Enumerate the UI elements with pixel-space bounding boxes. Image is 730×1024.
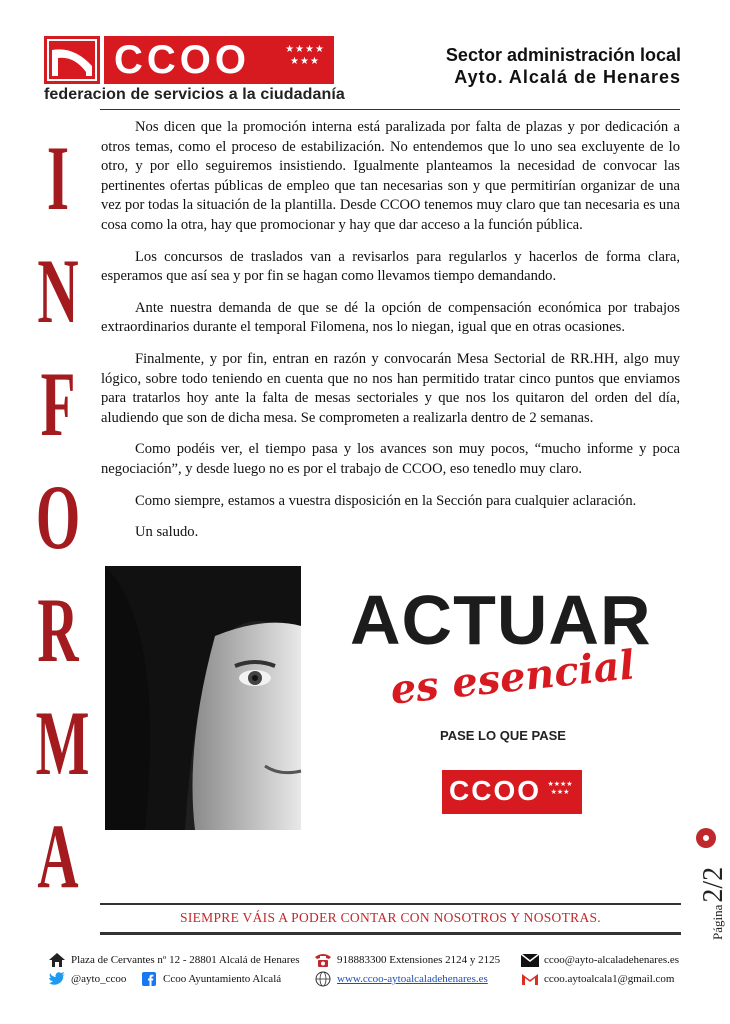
title-letter: M — [35, 692, 90, 794]
paragraph: Finalmente, y por fin, entran en razón y convocarán Mesa Sectorial de RR.HH, algo muy lógico, sobre todo teniendo en cuenta que no nos han permitido tratar cinco puntos que enviamos para tratarlos hoy ante la falta de mesas sectoriales y que nos los quitaron del orden del día, aludiendo que son de dicha mesa. Se comprometen a realizarla dentro de 2 semanas. — [101, 350, 680, 426]
stars-icon: ★★★★ ★★★ — [547, 780, 573, 796]
campaign-ccoo-logo — [442, 770, 582, 814]
campaign-headline: ACTUAR — [350, 581, 652, 659]
page-value: 2/2 — [698, 866, 729, 903]
envelope-icon — [521, 952, 539, 968]
footer-gmail — [521, 971, 674, 987]
informa-vertical-title — [22, 122, 94, 913]
portrait-photo — [105, 566, 301, 830]
title-letter: O — [35, 466, 81, 568]
address-text: Plaza de Cervantes nº 12 - 28801 Alcalá de Henares — [71, 954, 300, 966]
page-label: Página — [710, 904, 725, 940]
campaign-subline: PASE LO QUE PASE — [440, 728, 566, 743]
logo-bar — [104, 36, 334, 84]
email-text[interactable]: ccoo@ayto-alcaladehenares.es — [544, 954, 680, 966]
actuar-campaign-graphic — [330, 580, 680, 820]
title-letter: F — [40, 353, 76, 455]
closing-greeting: Un saludo. — [135, 524, 199, 541]
title-letter: N — [37, 240, 79, 342]
footer-website — [314, 971, 488, 987]
sector-heading — [446, 44, 681, 88]
ccoo-emblem-icon — [44, 36, 100, 84]
campaign-tagline: es esencial — [388, 641, 637, 714]
title-letter: I — [46, 127, 70, 229]
paragraph: Como siempre, estamos a vuestra disposición en la Sección para cualquier aclaración. — [135, 492, 637, 509]
facebook-icon — [140, 971, 158, 987]
campaign-logo-wordmark: CCOO — [449, 775, 541, 806]
page-number — [684, 840, 729, 950]
footer-address — [48, 952, 300, 968]
slogan-rule-bottom — [100, 932, 681, 935]
footer-phone — [314, 952, 500, 968]
twitter-icon — [48, 971, 66, 987]
footer-facebook — [140, 971, 281, 987]
ccoo-logo — [44, 36, 345, 106]
paragraph: Los concursos de traslados van a revisarlos para regularlos y hacerlos de forma clara, esperamos que así sea y por fin se hagan como llevamos tiempo demandando. — [101, 248, 680, 285]
telephone-icon — [314, 952, 332, 968]
footer-email — [521, 952, 679, 968]
sector-line-1: Sector administración local — [445, 45, 681, 65]
sector-line-2: Ayto. Alcalá de Henares — [454, 67, 681, 87]
facebook-text[interactable]: Ccoo Ayuntamiento Alcalá — [163, 973, 282, 985]
twitter-handle[interactable]: @ayto_ccoo — [71, 973, 127, 985]
phone-text: 918883300 Extensiones 2124 y 2125 — [337, 954, 501, 966]
paragraph: Nos dicen que la promoción interna está paralizada por falta de plazas y por dedicación a otros temas, como el proceso de estabilización. No entendemos que lo uno sea excluyente de lo otro, y por ello seguiremos insistiendo. Igualmente planteamos la necesidad de convocar las pertinentes ofertas públicas de empleo que tan necesarias son y que permitirían organizar de una vez por todas la situación de la plantilla. Desde CCOO tenemos muy claro que tan necesaria es una cosa como la otra, hay que promocionar y hay que dar acceso a la función pública. — [101, 119, 680, 233]
slogan-rule-top — [100, 903, 681, 905]
slogan: SIEMPRE VÁIS A PODER CONTAR CON NOSOTROS Y NOSOTRAS. — [180, 910, 601, 925]
footer-twitter — [48, 971, 126, 987]
logo-wordmark: CCOO — [114, 38, 250, 82]
paragraph: Como podéis ver, el tiempo pasa y los avances son muy pocos, “mucho informe y poca negociación”, y desde luego no es por el trabajo de CCOO, eso tenedlo muy claro. — [101, 441, 680, 477]
title-letter: R — [37, 579, 79, 681]
gmail-text[interactable]: ccoo.aytoalcala1@gmail.com — [544, 973, 675, 985]
globe-icon — [314, 971, 332, 987]
paragraph: Ante nuestra demanda de que se dé la opción de compensación económica por trabajos extraordinarios durante el temporal Filomena, nos lo niegan, igual que en otras ocasiones. — [101, 299, 680, 336]
federation-name: federacion de servicios a la ciudadanía — [44, 86, 345, 103]
gmail-icon — [521, 971, 539, 987]
body-text — [101, 118, 680, 555]
title-letter: A — [37, 805, 79, 907]
website-link[interactable]: www.ccoo-aytoalcaladehenares.es — [337, 973, 488, 985]
stars-icon: ★★★★ ★★★ — [285, 44, 325, 67]
header-divider — [100, 109, 680, 110]
home-icon — [48, 952, 66, 968]
